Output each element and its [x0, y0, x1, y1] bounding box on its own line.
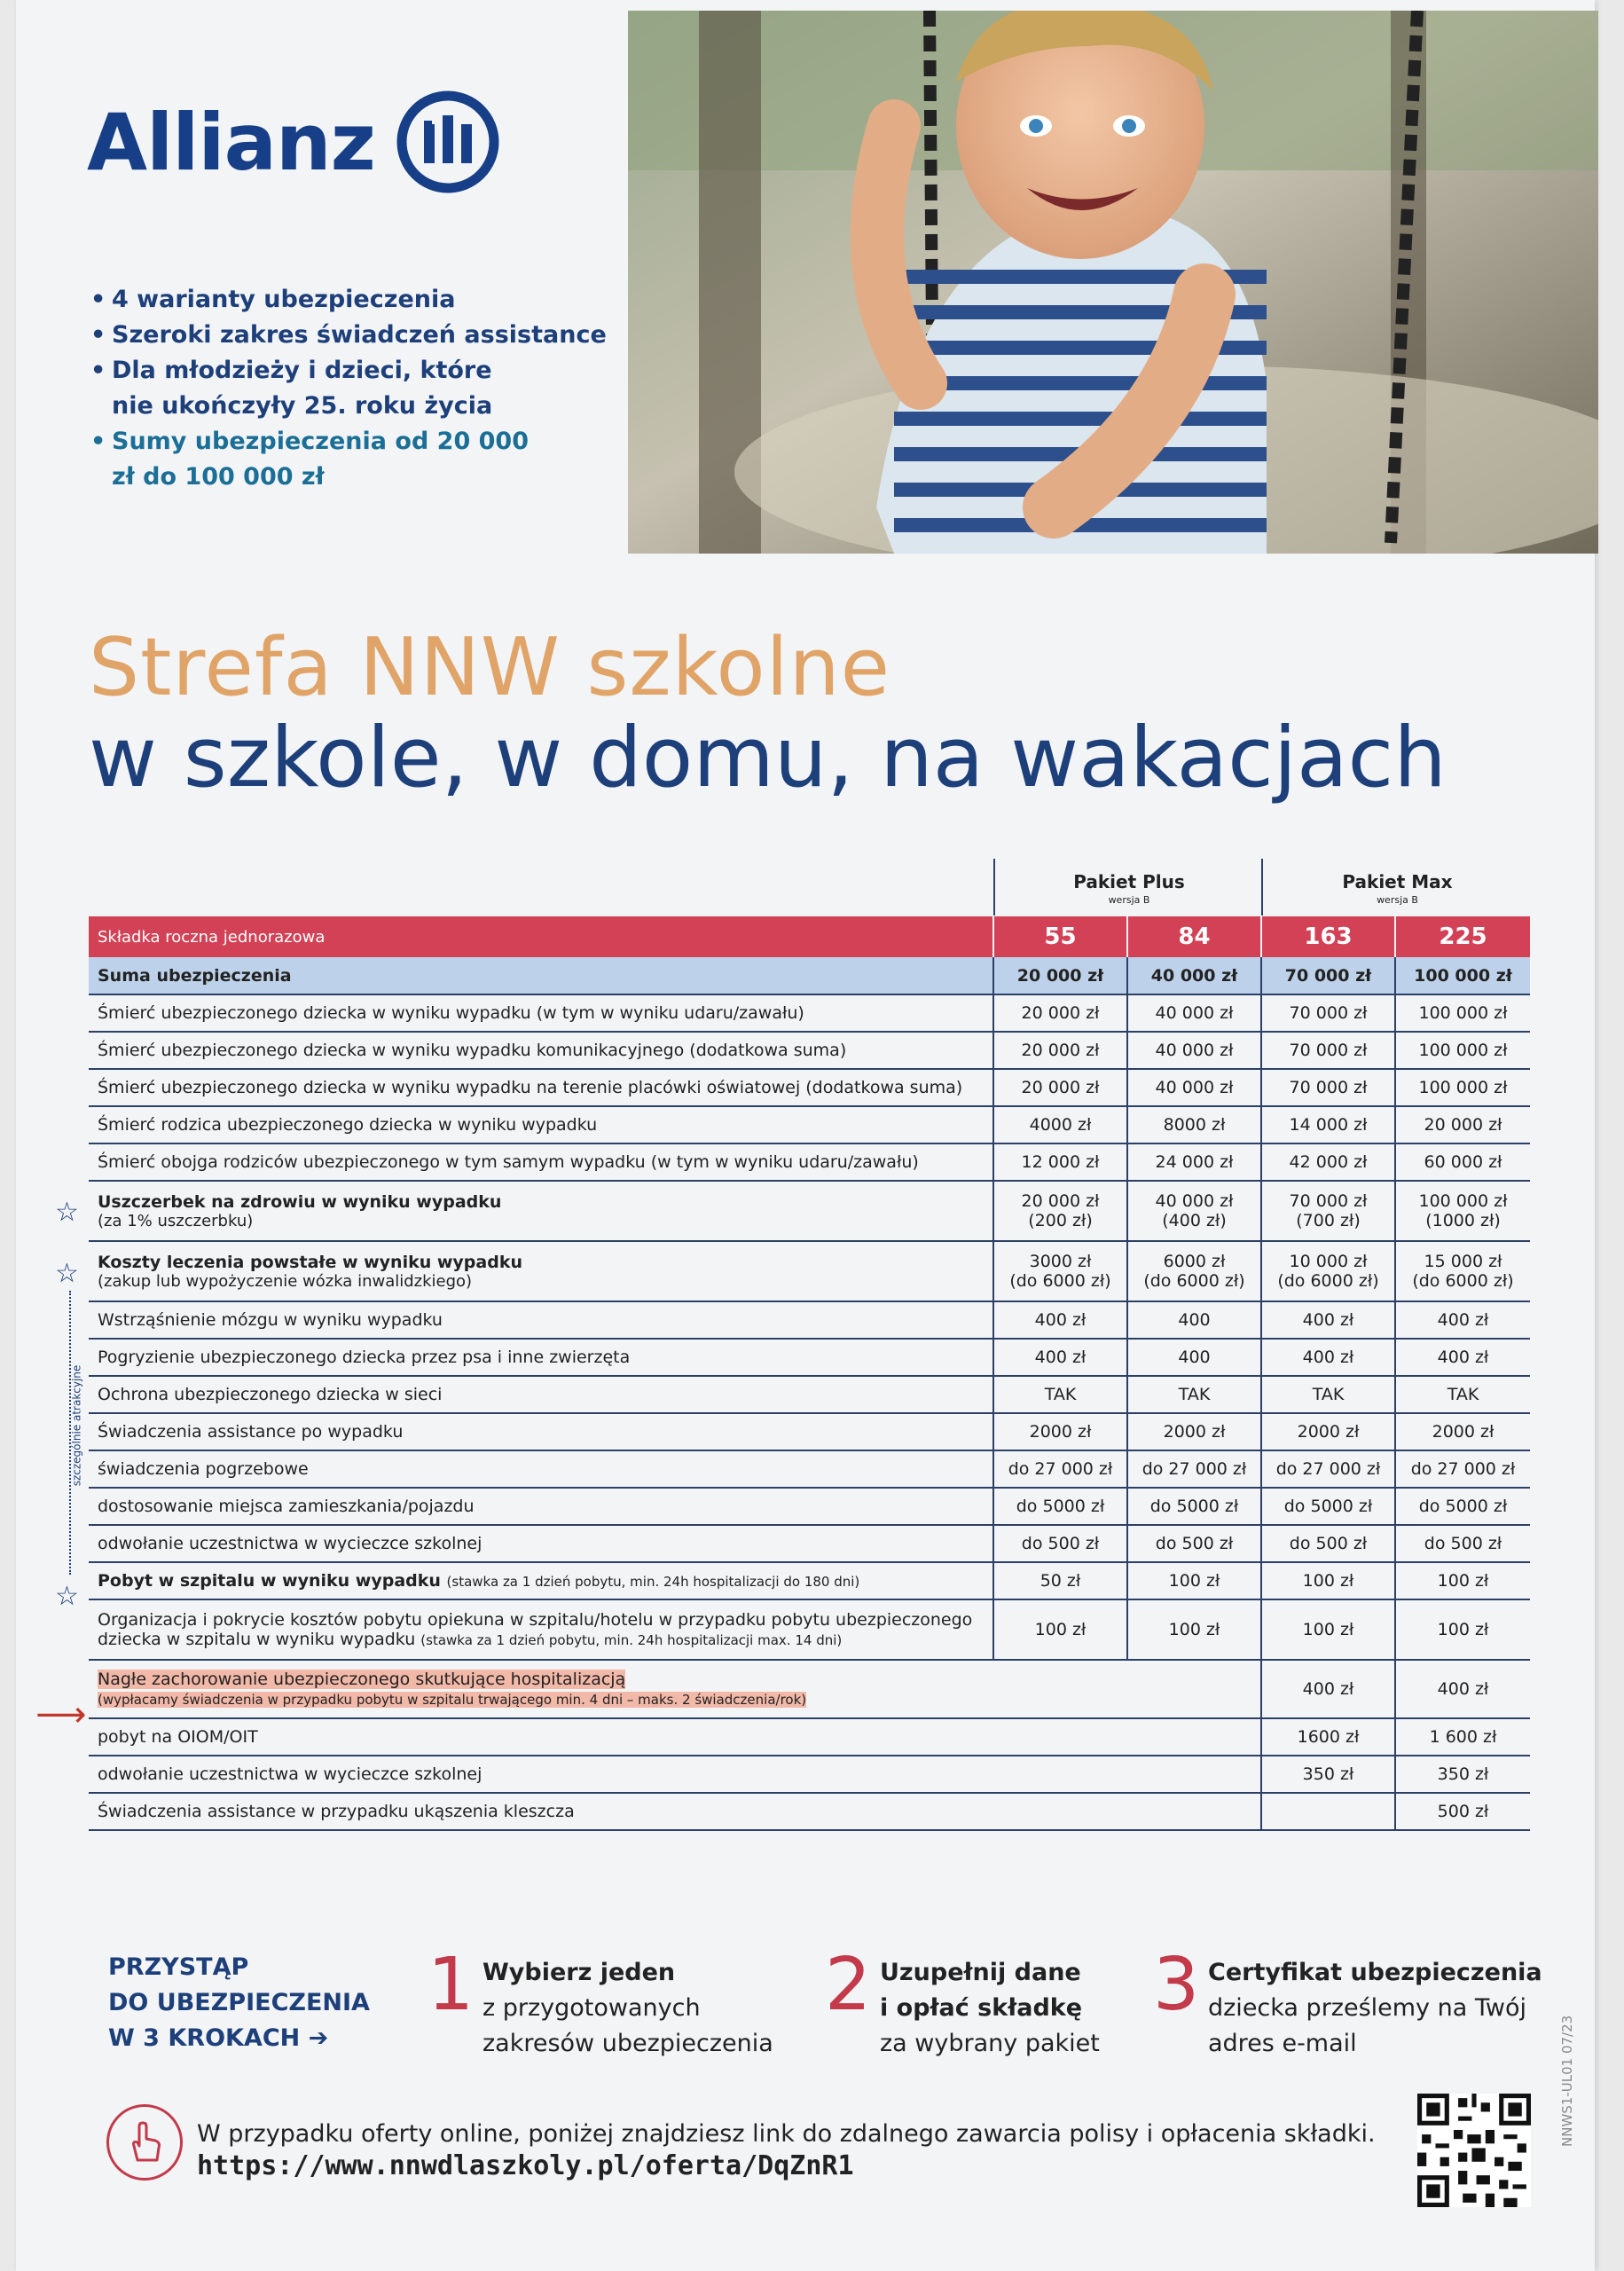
sum-value: 40 000 zł — [1127, 957, 1261, 994]
row-value: 500 zł — [1395, 1793, 1530, 1830]
row-value: 2000 zł — [1127, 1413, 1261, 1450]
table-row — [89, 994, 1530, 1032]
table-row — [89, 1450, 1530, 1488]
premium-row — [89, 916, 1530, 957]
row-value: 400 zł — [1395, 1660, 1530, 1718]
footer-info — [197, 2118, 1376, 2182]
row-label-text: Śmierć obojga rodziców ubezpieczonego w tym samym wypadku (w tym w wyniku udaru/zawału) — [98, 1152, 919, 1172]
offer-link[interactable]: https://www.nnwdlaszkoly.pl/oferta/DqZnR1 — [197, 2150, 854, 2181]
row-sublabel: (zakup lub wypożyczenie wózka inwalidzkiego) — [98, 1271, 473, 1291]
row-value: do 5000 zł — [1127, 1488, 1261, 1525]
row-label-text: dostosowanie miejsca zamieszkania/pojazdu — [98, 1497, 475, 1516]
feature-bullets — [87, 282, 619, 495]
sum-value: 70 000 zł — [1261, 957, 1395, 994]
table-row — [89, 1525, 1530, 1562]
package-header-max — [1261, 859, 1532, 915]
package-header-plus — [993, 859, 1263, 915]
step-text: adres e-mail — [1208, 2030, 1357, 2057]
step-text: z przygotowanych — [482, 1994, 701, 2022]
bullet-item: • Dla młodzieży i dzieci, które nie ukończyły 25. roku życia — [87, 353, 520, 424]
row-value: 20 000 zł — [993, 1069, 1127, 1106]
row-value: do 27 000 zł — [1395, 1450, 1530, 1488]
row-value: 20 000 zł — [1395, 1106, 1530, 1143]
headline-secondary: w szkole, w domu, na wakacjach — [89, 710, 1447, 806]
row-sublabel: (wypłacamy świadczenia w przypadku pobytu w szpitalu trwającego min. 4 dni – maks. 2 świadczenia/rok) — [98, 1692, 807, 1708]
row-label — [89, 1525, 993, 1562]
row-value: do 27 000 zł — [993, 1450, 1127, 1488]
step-number: 3 — [1153, 1943, 1200, 2027]
bullet-item: • 4 warianty ubezpieczenia — [87, 282, 619, 318]
row-value: 100 000 zł (1000 zł) — [1395, 1181, 1530, 1241]
row-value: 100 zł — [1127, 1599, 1261, 1660]
headline-primary: Strefa NNW szkolne — [89, 621, 891, 714]
row-value: do 5000 zł — [1261, 1488, 1395, 1525]
row-value: TAK — [993, 1376, 1127, 1413]
arrow-right-icon: ⟶ — [35, 1694, 87, 1735]
table-row — [89, 1106, 1530, 1143]
table-row — [89, 1376, 1530, 1413]
step-text: zakresów ubezpieczenia — [482, 2030, 773, 2057]
row-label — [89, 1069, 993, 1106]
row-label-text: Organizacja i pokrycie kosztów pobytu opiekuna w szpitalu/hotelu w przypadku pobytu ubezpieczonego dziecka w szpitalu w wyniku wypadku — [98, 1610, 973, 1649]
row-value: 350 zł — [1261, 1756, 1395, 1793]
row-value: do 500 zł — [1127, 1525, 1261, 1562]
row-value: 14 000 zł — [1261, 1106, 1395, 1143]
row-value: 60 000 zł — [1395, 1143, 1530, 1181]
row-value: 3000 zł (do 6000 zł) — [993, 1241, 1127, 1301]
row-label — [89, 1660, 1261, 1718]
premium-value: 225 — [1395, 916, 1530, 957]
row-label — [89, 1106, 993, 1143]
row-sublabel: (za 1% uszczerbku) — [98, 1211, 254, 1230]
row-value: 40 000 zł (400 zł) — [1127, 1181, 1261, 1241]
extra-table-row — [89, 1756, 1530, 1793]
row-value: 400 zł — [993, 1339, 1127, 1376]
table-row — [89, 1181, 1530, 1241]
row-note: (stawka za 1 dzień pobytu, min. 24h hospitalizacji do 180 dni) — [446, 1574, 860, 1590]
table-row — [89, 1599, 1530, 1660]
sum-row — [89, 957, 1530, 994]
row-value: TAK — [1395, 1376, 1530, 1413]
row-label-text: odwołanie uczestnictwa w wycieczce szkolnej — [98, 1534, 482, 1553]
row-value: 100 zł — [1127, 1562, 1261, 1599]
row-label — [89, 1450, 993, 1488]
row-value: 24 000 zł — [1127, 1143, 1261, 1181]
steps-intro-line: PRZYSTĄP — [108, 1953, 249, 1981]
row-value: 100 zł — [1261, 1599, 1395, 1660]
premium-value: 84 — [1127, 916, 1261, 957]
premium-value: 55 — [993, 916, 1127, 957]
step-title: Uzupełnij dane — [880, 1959, 1081, 1986]
table-row — [89, 1413, 1530, 1450]
row-label-text: Śmierć ubezpieczonego dziecka w wyniku wypadku (w tym w wyniku udaru/zawału) — [98, 1003, 804, 1023]
row-value: do 500 zł — [1261, 1525, 1395, 1562]
row-label-text: Świadczenia assistance w przypadku ukąszenia kleszcza — [98, 1802, 575, 1821]
row-value: 2000 zł — [1261, 1413, 1395, 1450]
row-value: 400 zł — [993, 1301, 1127, 1339]
step-title-2: i opłać składkę — [880, 1994, 1083, 2022]
photo-illustration — [628, 11, 1598, 554]
row-value: 40 000 zł — [1127, 1032, 1261, 1069]
row-value: 20 000 zł — [993, 994, 1127, 1032]
row-value: 70 000 zł — [1261, 1032, 1395, 1069]
row-value: do 27 000 zł — [1261, 1450, 1395, 1488]
row-value: 15 000 zł (do 6000 zł) — [1395, 1241, 1530, 1301]
sum-value: 100 000 zł — [1395, 957, 1530, 994]
extra-table-row — [89, 1718, 1530, 1756]
row-value: 10 000 zł (do 6000 zł) — [1261, 1241, 1395, 1301]
table-row — [89, 1032, 1530, 1069]
row-label-text: Pobyt w szpitalu w wyniku wypadku — [98, 1571, 441, 1591]
row-label — [89, 1488, 993, 1525]
bullet-item: • Sumy ubezpieczenia od 20 000 zł do 100 000 zł — [87, 424, 537, 495]
row-label-text: Pogryzienie ubezpieczonego dziecka przez psa i inne zwierzęta — [98, 1348, 631, 1367]
extra-table-row — [89, 1793, 1530, 1830]
row-value: 40 000 zł — [1127, 994, 1261, 1032]
row-value: 100 zł — [993, 1599, 1127, 1660]
star-icon: ☆ — [55, 1258, 79, 1289]
row-value: 1600 zł — [1261, 1718, 1395, 1756]
row-value: 70 000 zł — [1261, 994, 1395, 1032]
table-row — [89, 1241, 1530, 1301]
row-value: do 5000 zł — [1395, 1488, 1530, 1525]
row-value: TAK — [1261, 1376, 1395, 1413]
table-row — [89, 1069, 1530, 1106]
row-value: 400 zł — [1261, 1301, 1395, 1339]
table-row — [89, 1339, 1530, 1376]
bullet-item: • Szeroki zakres świadczeń assistance — [87, 318, 619, 353]
table-row — [89, 1562, 1530, 1599]
row-label — [89, 1793, 1261, 1830]
row-value: 400 — [1127, 1339, 1261, 1376]
row-label-text: Wstrząśnienie mózgu w wyniku wypadku — [98, 1310, 443, 1330]
package-name: Pakiet Plus — [1073, 871, 1185, 892]
row-value: 100 zł — [1395, 1599, 1530, 1660]
table-row — [89, 1488, 1530, 1525]
row-value: 70 000 zł (700 zł) — [1261, 1181, 1395, 1241]
row-label — [89, 1756, 1261, 1793]
row-label-text: Koszty leczenia powstałe w wyniku wypadku — [98, 1252, 522, 1272]
row-label-text: Nagłe zachorowanie ubezpieczonego skutkujące hospitalizacją — [98, 1670, 626, 1689]
row-value: 100 000 zł — [1395, 994, 1530, 1032]
qr-code-icon[interactable] — [1417, 2094, 1531, 2207]
row-value: 400 zł — [1395, 1301, 1530, 1339]
row-label: Suma ubezpieczenia — [89, 957, 993, 994]
row-value: 40 000 zł — [1127, 1069, 1261, 1106]
row-value: 20 000 zł — [993, 1032, 1127, 1069]
row-label — [89, 1339, 993, 1376]
row-label — [89, 1376, 993, 1413]
row-value: 4000 zł — [993, 1106, 1127, 1143]
row-value: 20 000 zł (200 zł) — [993, 1181, 1127, 1241]
row-value: 350 zł — [1395, 1756, 1530, 1793]
allianz-logo — [87, 89, 501, 195]
package-variant: wersja B — [1108, 894, 1150, 906]
row-value: 12 000 zł — [993, 1143, 1127, 1181]
row-value: do 5000 zł — [993, 1488, 1127, 1525]
steps-intro — [108, 1950, 370, 2056]
package-name: Pakiet Max — [1342, 871, 1453, 892]
row-value: 1 600 zł — [1395, 1718, 1530, 1756]
row-value: 6000 zł (do 6000 zł) — [1127, 1241, 1261, 1301]
row-label — [89, 1181, 993, 1241]
flyer-sheet — [16, 0, 1595, 2271]
sum-value: 20 000 zł — [993, 957, 1127, 994]
row-label — [89, 1032, 993, 1069]
row-label-text: Uszczerbek na zdrowiu w wyniku wypadku — [98, 1191, 502, 1212]
row-label — [89, 1301, 993, 1339]
step-title: Wybierz jeden — [482, 1959, 676, 1986]
steps-intro-line: W 3 KROKACH ➔ — [108, 2024, 329, 2052]
row-value: 400 zł — [1261, 1339, 1395, 1376]
row-value: 400 zł — [1395, 1339, 1530, 1376]
row-label-text: pobyt na OIOM/OIT — [98, 1727, 258, 1747]
premium-value: 163 — [1261, 916, 1395, 957]
row-value: 8000 zł — [1127, 1106, 1261, 1143]
row-label-text: świadczenia pogrzebowe — [98, 1459, 309, 1479]
star-icon: ☆ — [55, 1197, 79, 1228]
brand-name: Allianz — [87, 96, 375, 188]
step-number: 1 — [428, 1943, 475, 2027]
row-value: 50 zł — [993, 1562, 1127, 1599]
row-label — [89, 1562, 993, 1599]
row-value: 400 zł — [1261, 1660, 1395, 1718]
row-label-text: Śmierć ubezpieczonego dziecka w wyniku wypadku na terenie placówki oświatowej (dodatkowa suma) — [98, 1078, 963, 1097]
row-value: do 500 zł — [993, 1525, 1127, 1562]
row-label-text: odwołanie uczestnictwa w wycieczce szkolnej — [98, 1764, 482, 1784]
row-value: do 500 zł — [1395, 1525, 1530, 1562]
row-label — [89, 1718, 1261, 1756]
row-label — [89, 1599, 993, 1660]
row-value: 2000 zł — [993, 1413, 1127, 1450]
row-value: TAK — [1127, 1376, 1261, 1413]
row-value: 70 000 zł — [1261, 1069, 1395, 1106]
row-label — [89, 1143, 993, 1181]
footer-text: W przypadku oferty online, poniżej znajdziesz link do zdalnego zawarcia polisy i opłacenia składki. — [197, 2120, 1376, 2148]
row-value — [1261, 1793, 1395, 1830]
row-label: Składka roczna jednorazowa — [89, 916, 993, 957]
document-code: NNWS1-UL01 07/23 — [1559, 2015, 1575, 2147]
row-note: (stawka za 1 dzień pobytu, min. 24h hospitalizacji max. 14 dni) — [420, 1632, 843, 1648]
row-value: 400 — [1127, 1301, 1261, 1339]
row-label — [89, 1241, 993, 1301]
row-label-text: Śmierć ubezpieczonego dziecka w wyniku wypadku komunikacyjnego (dodatkowa suma) — [98, 1041, 847, 1060]
step-number: 2 — [825, 1943, 872, 2027]
row-value: do 27 000 zł — [1127, 1450, 1261, 1488]
table-row — [89, 1301, 1530, 1339]
allianz-emblem-icon — [395, 89, 501, 195]
row-value: 100 zł — [1395, 1562, 1530, 1599]
extra-table-row — [89, 1660, 1530, 1718]
package-variant: wersja B — [1377, 894, 1418, 906]
row-label — [89, 1413, 993, 1450]
row-value: 100 zł — [1261, 1562, 1395, 1599]
child-on-swing-photo — [628, 11, 1598, 554]
side-label: szczególnie atrakcyjne — [70, 1364, 83, 1487]
row-label-text: Ochrona ubezpieczonego dziecka w sieci — [98, 1385, 443, 1404]
star-icon: ☆ — [55, 1581, 79, 1612]
coverage-table — [89, 916, 1530, 1831]
table-row — [89, 1143, 1530, 1181]
row-value: 42 000 zł — [1261, 1143, 1395, 1181]
step-text: za wybrany pakiet — [880, 2030, 1100, 2057]
step-title: Certyfikat ubezpieczenia — [1208, 1959, 1542, 1986]
row-value: 2000 zł — [1395, 1413, 1530, 1450]
row-label-text: Świadczenia assistance po wypadku — [98, 1422, 404, 1442]
step-text: dziecka prześlemy na Twój — [1208, 1994, 1526, 2022]
row-value: 100 000 zł — [1395, 1069, 1530, 1106]
row-label-text: Śmierć rodzica ubezpieczonego dziecka w wyniku wypadku — [98, 1115, 598, 1135]
steps-intro-line: DO UBEZPIECZENIA — [108, 1989, 370, 2016]
row-value: 100 000 zł — [1395, 1032, 1530, 1069]
hand-pointer-icon — [106, 2104, 183, 2181]
row-label — [89, 994, 993, 1032]
steps-section — [89, 1943, 1543, 2074]
